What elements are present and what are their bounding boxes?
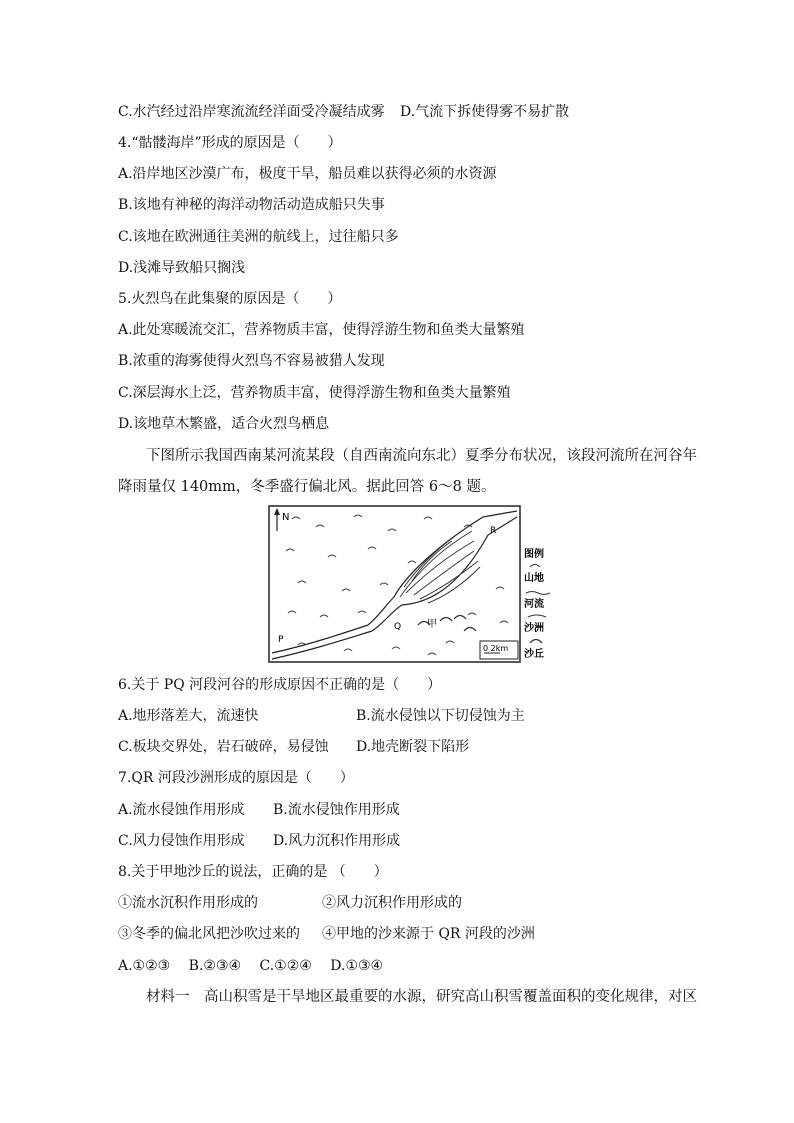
q5-option-d: D.该地草木繁盛，适合火烈鸟栖息 — [118, 416, 330, 432]
point-r: R — [490, 526, 497, 536]
q7-option-b: B.流水侵蚀作用形成 — [273, 802, 400, 818]
q6-stem: 6.关于 PQ 河段河谷的形成原因不正确的是（ ） — [118, 677, 442, 693]
north-label: N — [282, 512, 290, 523]
material-one: 材料一 高山积雪是干旱地区最重要的水源，研究高山积雪覆盖面积的变化规律，对区 — [146, 989, 697, 1005]
legend-dune-symbol — [530, 640, 542, 644]
legend-dune-label: 沙丘 — [524, 649, 544, 660]
point-jia: 甲 — [427, 619, 437, 630]
q8-statement-3: ③冬季的偏北风把沙吹过来的 — [118, 926, 300, 942]
q8-statement-1: ①流水沉积作用形成的 — [118, 895, 258, 911]
q5-option-a: A.此处寒暖流交汇，营养物质丰富，使得浮游生物和鱼类大量繁殖 — [118, 322, 525, 338]
q8-statement-2: ②风力沉积作用形成的 — [322, 895, 462, 911]
q7-option-d: D.风力沉积作用形成 — [273, 833, 401, 849]
q6-option-d: D.地壳断裂下陷形 — [356, 739, 470, 755]
scale-bar — [480, 641, 518, 659]
q4-option-a: A.沿岸地区沙漠广布，极度干旱，船员难以获得必须的水资源 — [118, 166, 497, 182]
q3-option-d: D.气流下拆使得雾不易扩散 — [400, 104, 570, 120]
point-q: Q — [394, 622, 402, 632]
q6-option-a: A.地形落差大，流速快 — [118, 708, 259, 724]
mountain-symbols — [286, 515, 508, 655]
north-arrow — [274, 508, 289, 531]
intro-line-1: 下图所示我国西南某河流某段（自西南流向东北）夏季分布状况，该段河流所在河谷年 — [146, 448, 697, 464]
legend-sandbar-label: 沙洲 — [524, 623, 544, 634]
q8-statement-4: ④甲地的沙来源于 QR 河段的沙洲 — [322, 926, 535, 942]
q5-option-b: B.浓重的海雾使得火烈鸟不容易被猎人发现 — [118, 353, 385, 369]
river-valley-figure — [268, 505, 574, 665]
q4-option-c: C.该地在欧洲通往美洲的航线上，过往船只多 — [118, 229, 399, 245]
q6-option-c: C.板块交界处，岩石破碎，易侵蚀 — [118, 739, 329, 755]
q7-stem: 7.QR 河段沙洲形成的原因是（ ） — [118, 770, 354, 786]
river — [272, 511, 517, 659]
legend-mountain-label: 山地 — [524, 573, 544, 584]
point-p: P — [278, 635, 284, 645]
q4-option-d: D.浅滩导致船只搁浅 — [118, 260, 246, 276]
q7-option-c: C.风力侵蚀作用形成 — [118, 833, 245, 849]
q5-stem: 5.火烈鸟在此集聚的原因是（ ） — [118, 291, 342, 307]
legend-river-symbol — [526, 592, 550, 595]
q3-option-c: C.水汽经过沿岸寒流流经洋面受冷凝结成雾 — [118, 104, 385, 120]
intro-line-2: 降雨量仅 140mm，冬季盛行偏北风。据此回答 6～8 题。 — [118, 479, 496, 495]
legend — [524, 547, 550, 660]
q8-stem: 8.关于甲地沙丘的说法，正确的是 （ ） — [118, 864, 388, 880]
q4-option-b: B.该地有神秘的海洋动物活动造成船只失事 — [118, 197, 385, 213]
scale-label: 0 2km — [483, 644, 509, 653]
legend-river-label: 河流 — [524, 599, 544, 610]
legend-sandbar-symbol — [528, 615, 546, 617]
q4-stem: 4.“骷髅海岸”形成的原因是（ ） — [118, 135, 342, 151]
q8-options: A.①②③ B.②③④ C.①②④ D.①③④ — [118, 958, 384, 974]
q7-option-a: A.流水侵蚀作用形成 — [118, 802, 245, 818]
legend-mountain-symbol — [530, 565, 540, 568]
q5-option-c: C.深层海水上泛，营养物质丰富，使得浮游生物和鱼类大量繁殖 — [118, 385, 511, 401]
legend-title: 图例 — [524, 549, 544, 560]
q6-option-b: B.流水侵蚀以下切侵蚀为主 — [356, 708, 525, 724]
